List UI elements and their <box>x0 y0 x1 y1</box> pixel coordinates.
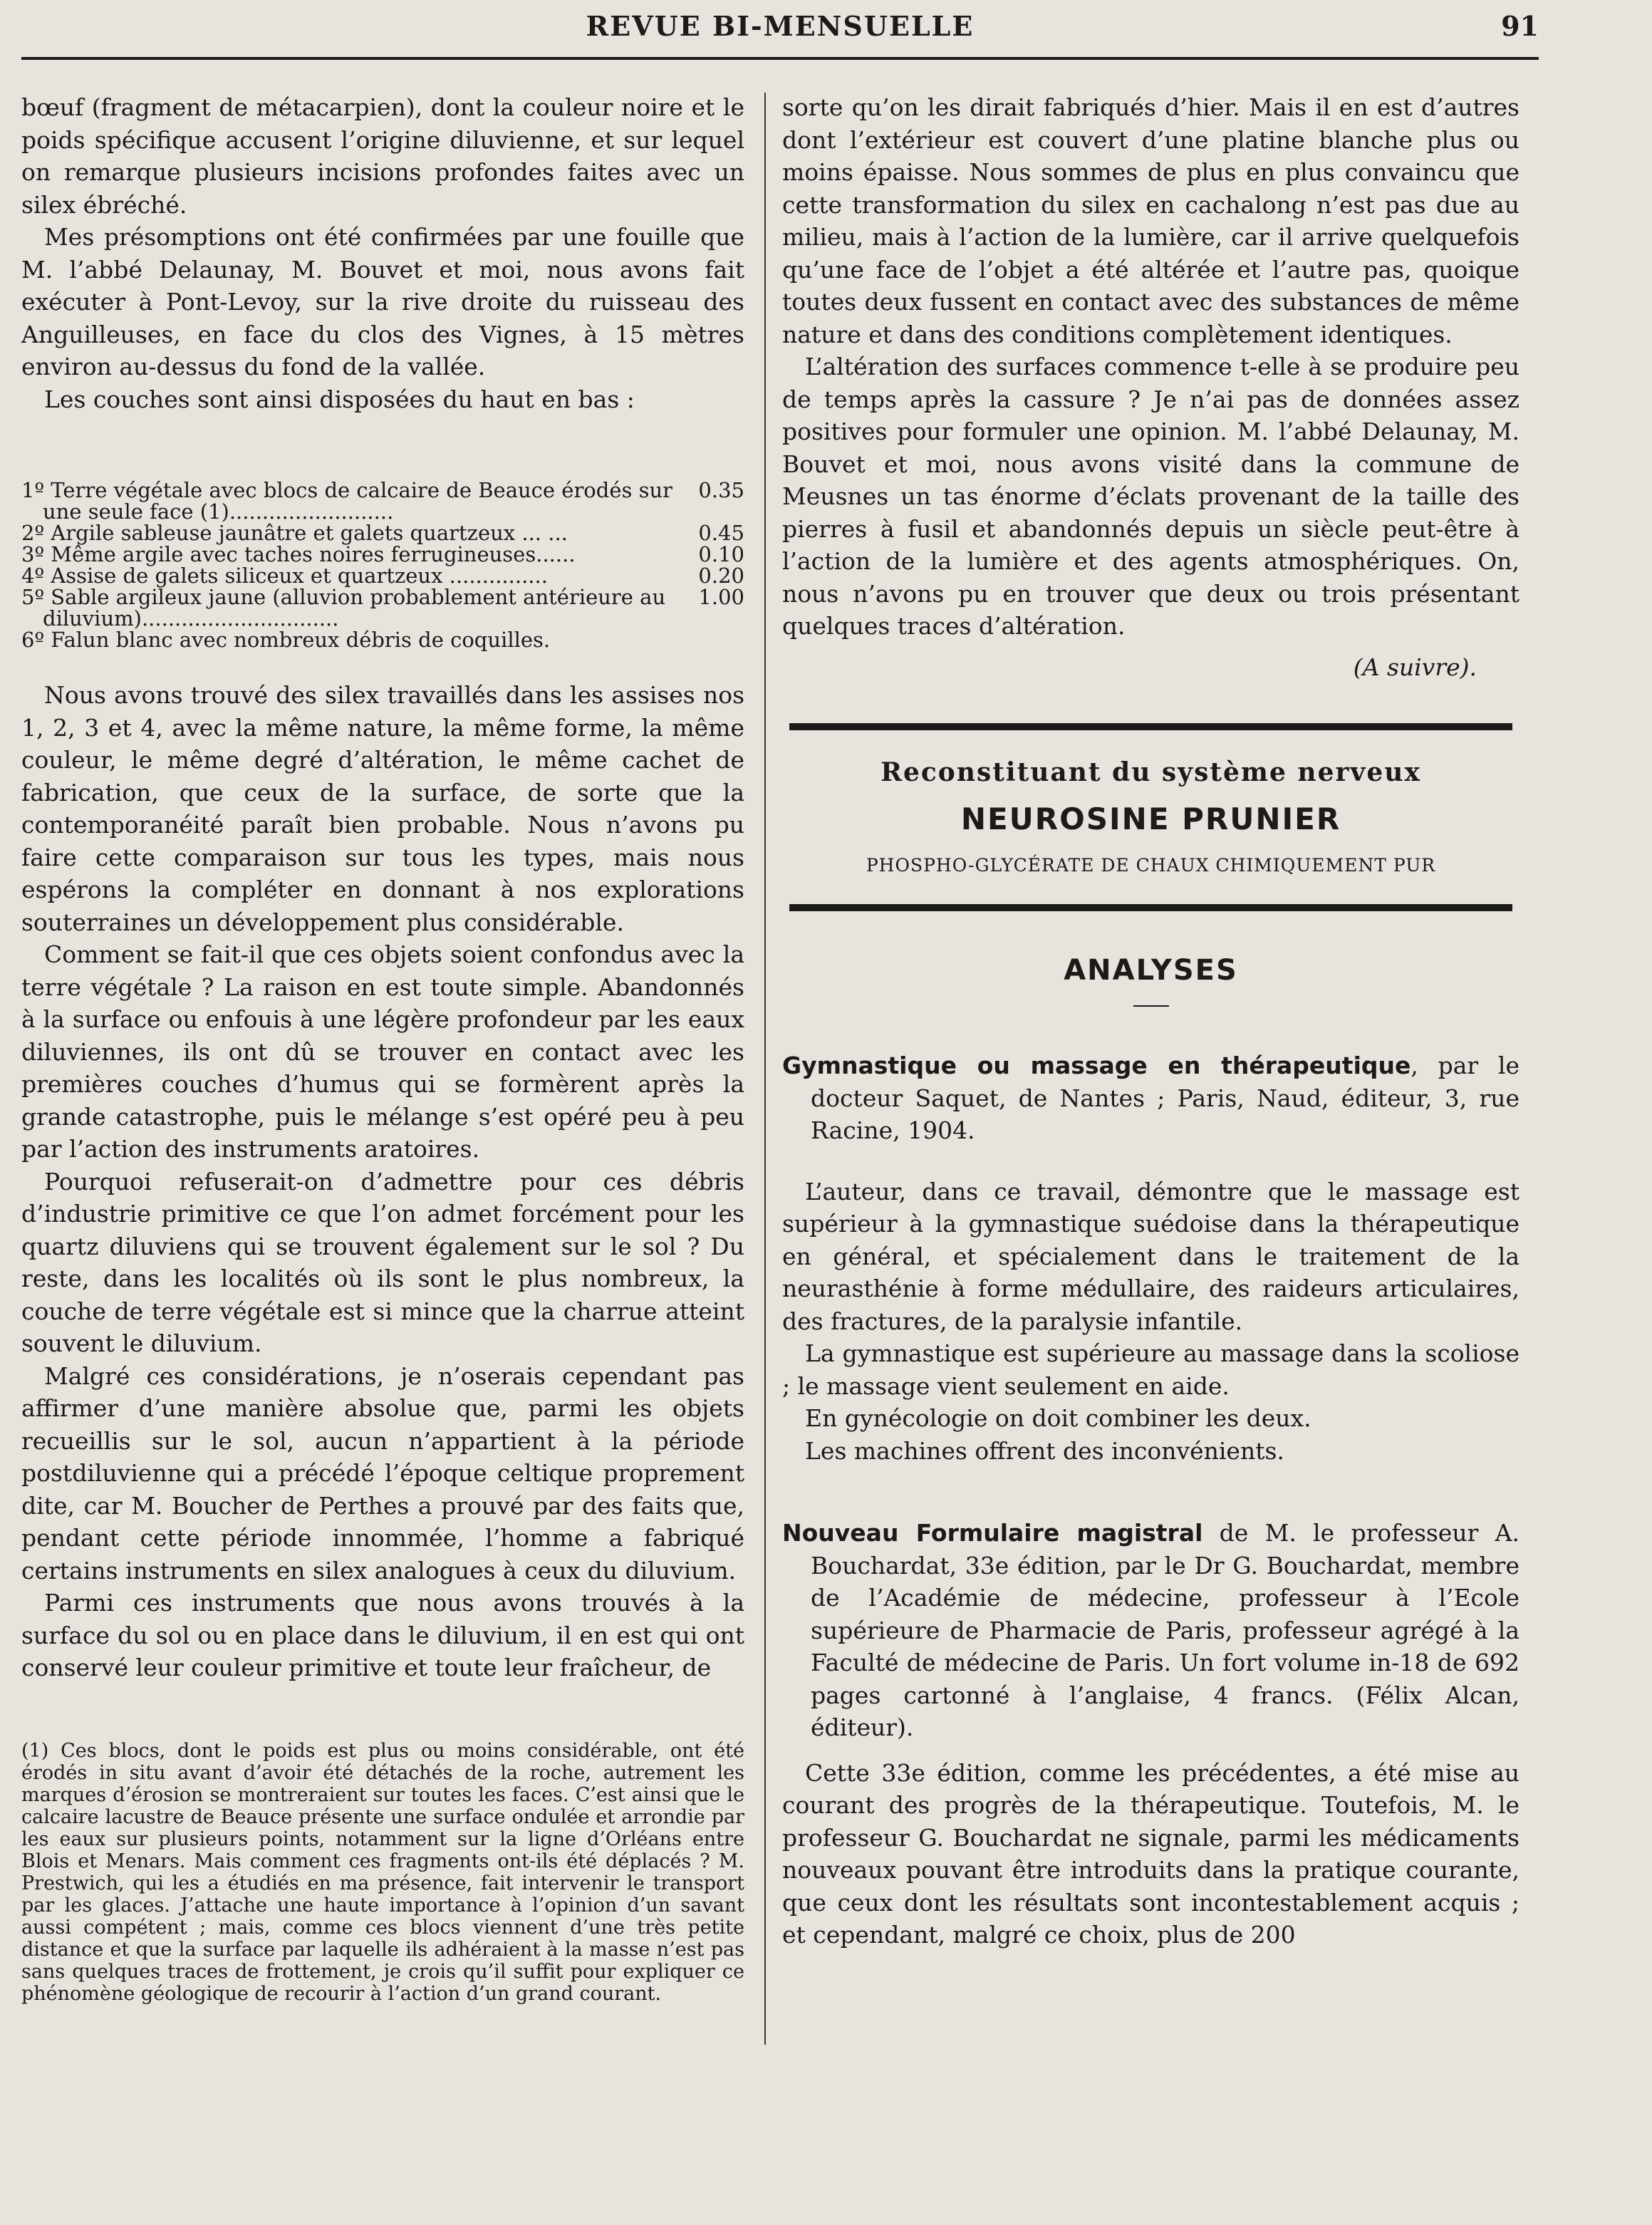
strata-item <box>21 629 744 650</box>
paragraph: En gynécologie on doit combiner les deux. <box>805 1404 1311 1432</box>
strata-text: 1º Terre végétale avec blocs de calcaire de Beauce érodés sur une seule face (1)......................... <box>21 478 673 524</box>
book-title: Gymnastique ou massage en thérapeutique <box>782 1052 1411 1079</box>
review-formulaire <box>782 1517 1519 1951</box>
review-gymnastique <box>782 1049 1519 1467</box>
paragraph: Les couches sont ainsi disposées du haut en bas : <box>44 385 635 413</box>
paragraph: Nous avons trouvé des silex travaillés dans les assises nos 1, 2, 3 et 4, avec la même nature, la même forme, la même couleur, le même degré d’altération, le même cachet de fabrication, que ceux de la surface, de sorte que la contemporanéité paraît bien probable. Nous n’avons pu faire cette comparaison sur tous les types, mais nous espérons la compléter en donnant à nos explorations souterraines un développement plus considérable. <box>21 681 744 936</box>
paragraph: Pourquoi refuserait-on d’admettre pour ces débris d’industrie primitive ce que l’on admet forcément pour les quartz diluviens qui se trouvent également sur le sol ? Du reste, dans les localités où ils sont le plus nombreux, la couche de terre végétale est si mince que la charrue atteint souvent le diluvium. <box>21 1167 744 1357</box>
strata-item <box>21 565 744 586</box>
review-reference <box>782 1517 1519 1744</box>
promo-product-name: NEUROSINE PRUNIER <box>960 802 1341 836</box>
page-number: 91 <box>1501 10 1539 42</box>
strata-list <box>21 479 744 650</box>
promo-box <box>782 723 1519 911</box>
strata-text: 5º Sable argileux jaune (alluvion probablement antérieure au diluvium).............................. <box>21 585 666 631</box>
left-column <box>21 91 744 2005</box>
book-title: Nouveau Formulaire magistral <box>782 1519 1203 1547</box>
footnote: (1) Ces blocs, dont le poids est plus ou moins considérable, ont été érodés in situ avant d’avoir été détachés de la roche, autrement les marques d’érosion se montreraient sur toutes les faces. C’est ainsi que le calcaire lacustre de Beauce présente une surface ondulée et arrondie par les eaux sur plusieurs points, notamment sur la ligne d’Orléans entre Blois et Menars. Mais comment ces fragments ont-ils été déplacés ? M. Prestwich, qui les a étudiés en ma présence, fait intervenir le transport par les glaces. J’attache une haute importance à l’opinion d’un savant aussi compétent ; mais, comme ces blocs viennent d’une très petite distance et que la surface par laquelle ils adhéraient à la masse n’est pas sans quelques traces de frottement, je crois qu’il suffit pour expliquer ce phénomène géologique de recourir à l’action d’un grand courant. <box>21 1739 744 2005</box>
paragraph: Les machines offrent des inconvénients. <box>805 1436 1284 1465</box>
page-header <box>21 10 1539 53</box>
strata-text: 3º Même argile avec taches noires ferrugineuses...... <box>21 542 576 566</box>
paragraph: La gymnastique est supérieure au massage dans la scoliose ; le massage vient seulement en aide. <box>782 1339 1519 1400</box>
heading-rule <box>1133 1005 1169 1007</box>
paragraph: Malgré ces considérations, je n’oserais cependant pas affirmer d’une manière absolue que, parmi les objets recueillis sur le sol, aucun n’appartient à la période postdiluvienne qui a précédé l’époque celtique proprement dite, car M. Boucher de Perthes a prouvé par des faits que, pendant cette période innommée, l’homme a fabriqué certains instruments en silex analogues à ceux du diluvium. <box>21 1362 744 1585</box>
section-heading: ANALYSES <box>1064 954 1238 987</box>
paragraph: Mes présomptions ont été confirmées par une fouille que M. l’abbé Delaunay, M. Bouvet et moi, nous avons fait exécuter à Pont-Levoy, sur la rive droite du ruisseau des Anguilleuses, en face du clos des Vignes, à 15 mètres environ au-dessus du fond de la vallée. <box>21 223 744 380</box>
paragraph: L’auteur, dans ce travail, démontre que le massage est supérieur à la gymnastique suédoise dans la thérapeutique en général, et spécialement dans le traitement de la neurasthénie à forme médullaire, des raideurs articulaires, des fractures, de la paralysie infantile. <box>782 1177 1519 1335</box>
paragraph: Parmi ces instruments que nous avons trouvés à la surface du sol ou en place dans le diluvium, il en est qui ont conservé leur couleur primitive et toute leur fraîcheur, de <box>21 1589 744 1681</box>
strata-item <box>21 544 744 565</box>
header-rule <box>21 57 1539 60</box>
strata-value: 0.20 <box>698 564 744 588</box>
promo-subtitle: PHOSPHO-GLYCÉRATE DE CHAUX CHIMIQUEMENT PUR <box>866 855 1436 876</box>
paragraph: L’altération des surfaces commence t-elle à se produire peu de temps après la cassure ? Je n’ai pas de données assez positives pour formuler une opinion. M. l’abbé Delaunay, M. Bouvet et moi, nous avons visité dans la commune de Meusnes un tas énorme d’éclats provenant de la taille des pierres à fusil et abandonnés depuis un siècle peut-être à l’action de la lumière et des agents atmosphériques. On, nous n’avons pu en trouver que deux ou trois présentant quelques traces d’altération. <box>782 353 1519 640</box>
right-column <box>782 91 1519 1951</box>
review-reference <box>782 1049 1519 1147</box>
paragraph: Comment se fait-il que ces objets soient confondus avec la terre végétale ? La raison en est toute simple. Abandonnés à la surface ou enfouis à une légère profondeur par les eaux diluviennes, ils ont dû se trouver en contact avec les premières couches d’humus qui se formèrent après la grande catastrophe, puis le mélange s’est opéré peu à peu par l’action des instruments aratoires. <box>21 940 744 1163</box>
strata-item <box>21 586 744 629</box>
paragraph: Cette 33e édition, comme les précédentes, a été mise au courant des progrès de la thérapeutique. Toutefois, M. le professeur G. Bouchardat ne signale, parmi les médicaments nouveaux pouvant être introduits dans la pratique courante, que ceux dont les résultats sont incontestablement acquis ; et cependant, malgré ce choix, plus de 200 <box>782 1758 1519 1949</box>
journal-title: REVUE BI-MENSUELLE <box>586 10 975 42</box>
paragraph: sorte qu’on les dirait fabriqués d’hier. Mais il en est d’autres dont l’extérieur est couvert d’une platine blanche plus ou moins épaisse. Nous sommes de plus en plus convaincu que cette transformation du silex en cachalong n’est pas due au milieu, mais à l’action de la lumière, car il arrive quelquefois qu’une face de l’objet a été altérée et l’autre pas, quoique toutes deux fussent en contact avec des substances de même nature et dans des conditions complètement identiques. <box>782 93 1519 348</box>
strata-text: 2º Argile sableuse jaunâtre et galets quartzeux ... ... <box>21 521 568 545</box>
strata-item <box>21 522 744 544</box>
paragraph: bœuf (fragment de métacarpien), dont la couleur noire et le poids spécifique accusent l’origine diluvienne, et sur lequel on remarque plusieurs incisions profondes faites avec un silex ébréché. <box>21 93 744 219</box>
promo-tagline: Reconstituant du système nerveux <box>880 757 1421 787</box>
book-details: de M. le professeur A. Bouchardat, 33e édition, par le Dr G. Bouchardat, membre de l’Académie de médecine, professeur à l’Ecole supérieure de Pharmacie de Paris, professeur agrégé à la Faculté de médecine de Paris. Un fort volume in-18 de 692 pages cartonné à l’anglaise, 4 francs. (Félix Alcan, éditeur). <box>811 1519 1519 1741</box>
to-be-continued: (A suivre). <box>1353 653 1477 681</box>
column-divider <box>764 93 766 2045</box>
strata-value: 1.00 <box>698 585 744 609</box>
strata-value: 0.35 <box>698 478 744 502</box>
strata-value: 0.45 <box>698 521 744 545</box>
promo-rule-bottom <box>789 904 1512 911</box>
strata-item <box>21 479 744 522</box>
promo-rule-top <box>789 723 1512 730</box>
analyses-section <box>782 954 1519 1951</box>
strata-text: 4º Assise de galets siliceux et quartzeux ............... <box>21 564 548 588</box>
strata-text: 6º Falun blanc avec nombreux débris de coquilles. <box>21 628 551 652</box>
strata-value: 0.10 <box>698 542 744 566</box>
book-details: , par le docteur Saquet, de Nantes ; Paris, Naud, éditeur, 3, rue Racine, 1904. <box>811 1052 1519 1144</box>
